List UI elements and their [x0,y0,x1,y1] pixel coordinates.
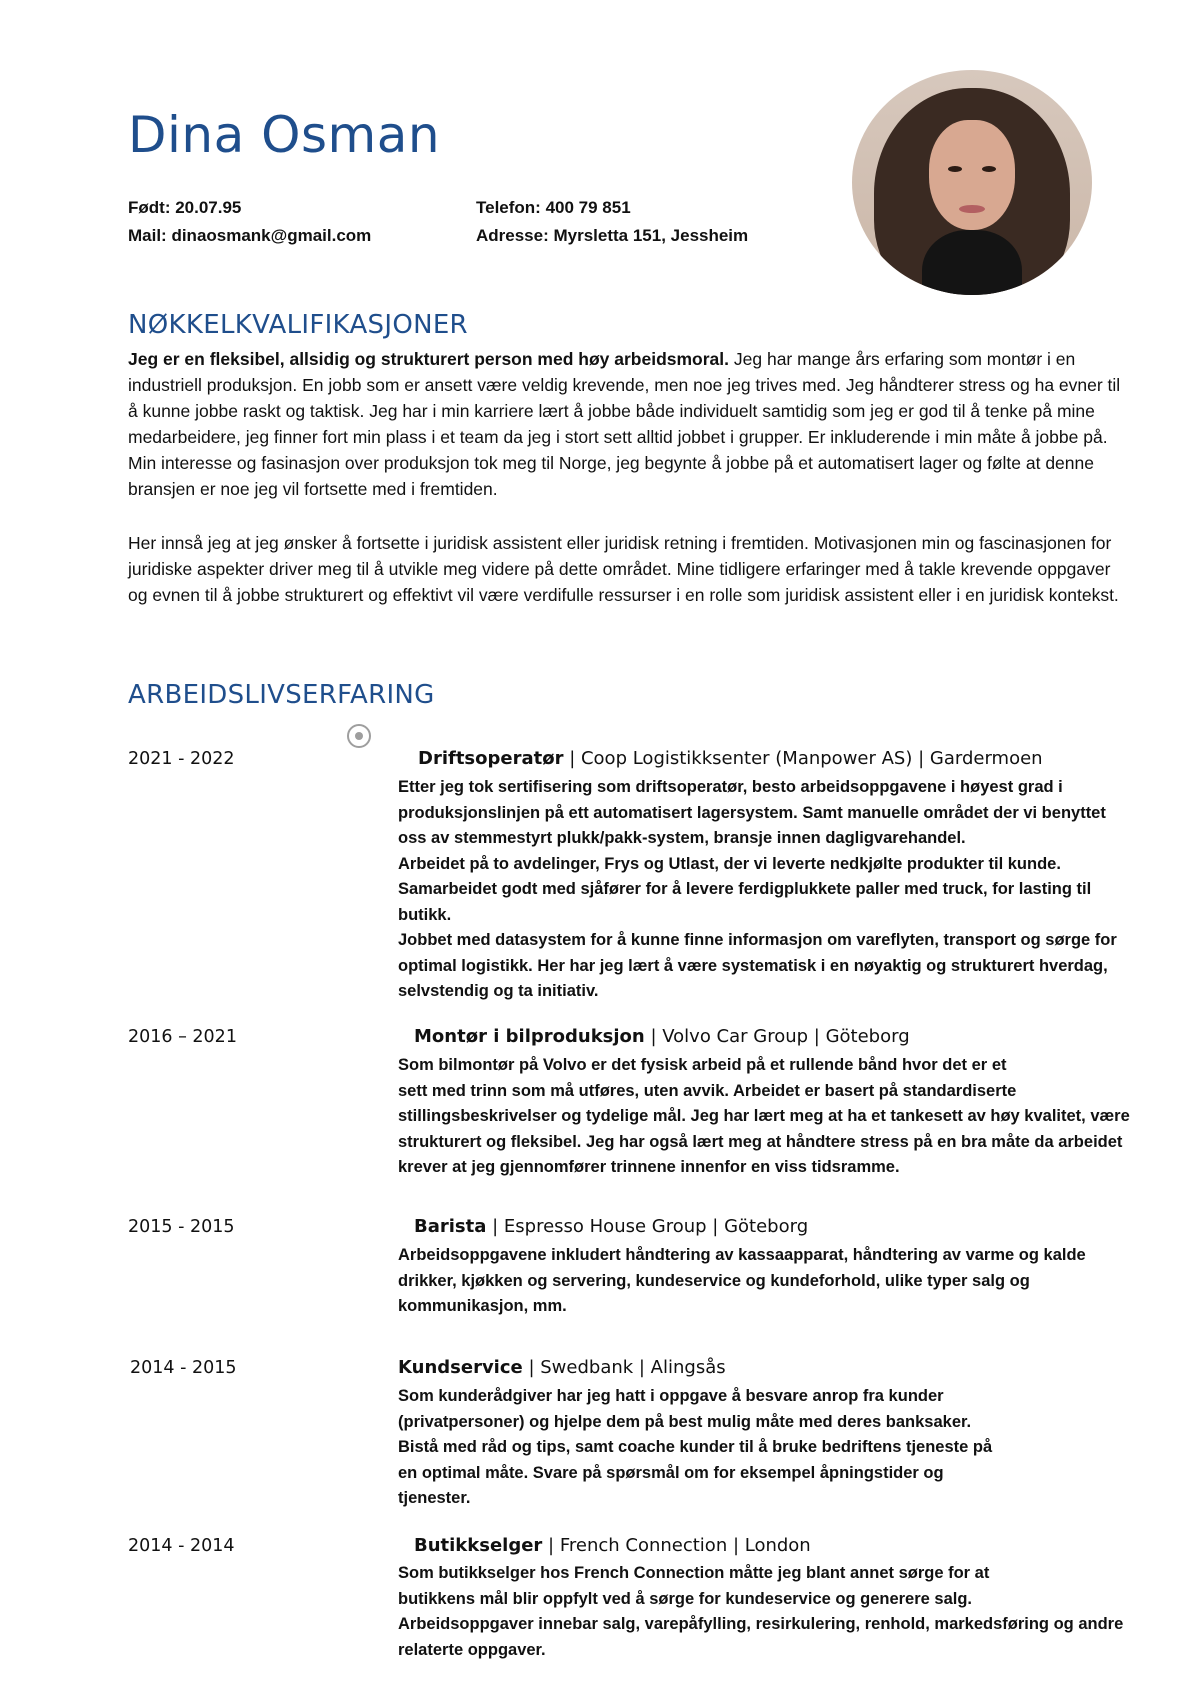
job-details: | Espresso House Group | Göteborg [486,1216,809,1237]
qualifications-lead: Jeg er en fleksibel, allsidig og strukturert person med høy arbeidsmoral. [128,349,730,369]
job-title [418,748,1043,769]
phone-number: Telefon: 400 79 851 [476,198,631,217]
email-address: Mail: dinaosmank@gmail.com [128,226,372,245]
job-title [414,1026,910,1047]
qualifications-heading: NØKKELKVALIFIKASJONER [128,310,468,340]
job-role: Driftsoperatør [418,748,564,769]
job-role: Kundservice [398,1357,523,1378]
job-date: 2016 – 2021 [128,1027,237,1047]
job-date: 2014 - 2015 [130,1358,237,1378]
job-date: 2014 - 2014 [128,1536,235,1556]
anchor-icon [347,724,371,748]
candidate-name: Dina Osman [128,106,441,164]
job-title [398,1357,726,1378]
job-date: 2015 - 2015 [128,1217,235,1237]
birth-date: Født: 20.07.95 [128,198,242,217]
profile-photo [852,70,1092,295]
job-details: | Coop Logistikksenter (Manpower AS) | Gardermoen [563,748,1043,769]
qualifications-body: Jeg har mange års erfaring som montør i en industriell produksjon. En jobb som er ansett være veldig krevende, men noe jeg trives med. Jeg håndterer stress og ha evner til å kunne jobbe raskt og taktisk. Jeg har i min karriere lært å jobbe både individuelt samtidig som jeg er god til å tenke på mine medarbeidere, jeg finner fort min plass i et team da jeg i stort sett alltid jobbet i grupper. Er inkluderende i min måte å jobbe på. Min interesse og fasinasjon over produksjon tok meg til Norge, jeg begynte å jobbe på et automatisert lager og følte at denne bransjen er noe jeg vil fortsette med i fremtiden. [128,349,1121,499]
home-address: Adresse: Myrsletta 151, Jessheim [476,226,749,245]
job-details: | Volvo Car Group | Göteborg [644,1026,910,1047]
experience-heading: ARBEIDSLIVSERFARING [128,680,435,710]
job-description: Som kunderådgiver har jeg hatt i oppgave å besvare anrop fra kunder (privatpersoner) og hjelpe dem på best mulig måte med deres banksaker. Bistå med råd og tips, samt coache kunder til å bruke bedriftens tjeneste på en optimal måte. Svare på spørsmål om for eksempel åpningstider og tjenester. [398,1387,993,1507]
job-description: Arbeidsoppgavene inkludert håndtering av kassaapparat, håndtering av varme og kalde drikker, kjøkken og servering, kundeservice og kundeforhold, ulike typer salg og kommunikasjon, mm. [398,1246,1086,1315]
job-role: Barista [414,1216,487,1237]
job-details: | Swedbank | Alingsås [522,1357,726,1378]
job-date: 2021 - 2022 [128,749,235,769]
job-description: Etter jeg tok sertifisering som driftsoperatør, besto arbeidsoppgavene i høyest grad i produksjonslinjen på ett automatisert lagersystem. Samt manuelle området der vi benyttet oss av stemmestyrt plukk/pakk-system, bransje innen dagligvarehandel. Arbeidet på to avdelinger, Frys og Utlast, der vi leverte nedkjølte produkter til kunde. Samarbeidet godt med sjåfører for å levere ferdigplukkete paller med truck, for lasting til butikk. Jobbet med datasystem for å kunne finne informasjon om vareflyten, transport og sørge for optimal logistikk. Her har jeg lært å være systematisk i en nøyaktig og strukturert hverdag, selvstendig og ta initiativ. [398,778,1117,1000]
job-title [414,1535,811,1556]
job-description: Som bilmontør på Volvo er det fysisk arbeid på et rullende bånd hvor det er et sett med trinn som må utføres, uten avvik. Arbeidet er basert på standardiserte stillingsbeskrivelser og tydelige mål. Jeg har lært meg at ha et tankesett av høy kvalitet, være strukturert og fleksibel. Jeg har også lært meg at håndtere stress på en bra måte da arbeidet krever at jeg gjennomfører trinnene innenfor en viss tidsramme. [398,1056,1130,1176]
job-role: Montør i bilproduksjon [414,1026,645,1047]
job-role: Butikkselger [414,1535,543,1556]
qualifications-paragraph-2: Her innså jeg at jeg ønsker å fortsette i juridisk assistent eller juridisk retning i fremtiden. Motivasjonen min og fascinasjonen for juridiske aspekter driver meg til å utvikle meg videre på dette området. Mine tidligere erfaringer med å takle krevende oppgaver og evnen til å jobbe strukturert og effektivt vil være verdifulle ressurser i en rolle som juridisk assistent eller i en juridisk kontekst. [128,533,1119,605]
job-title [414,1216,808,1237]
job-details: | French Connection | London [542,1535,811,1556]
qualifications-paragraph-1 [128,346,1133,502]
job-description: Som butikkselger hos French Connection måtte jeg blant annet sørge for at butikkens mål blir oppfylt ved å sørge for kundeservice og generere salg. Arbeidsoppgaver innebar salg, varepåfylling, resirkulering, renhold, markedsføring og andre relaterte oppgaver. [398,1564,1124,1659]
